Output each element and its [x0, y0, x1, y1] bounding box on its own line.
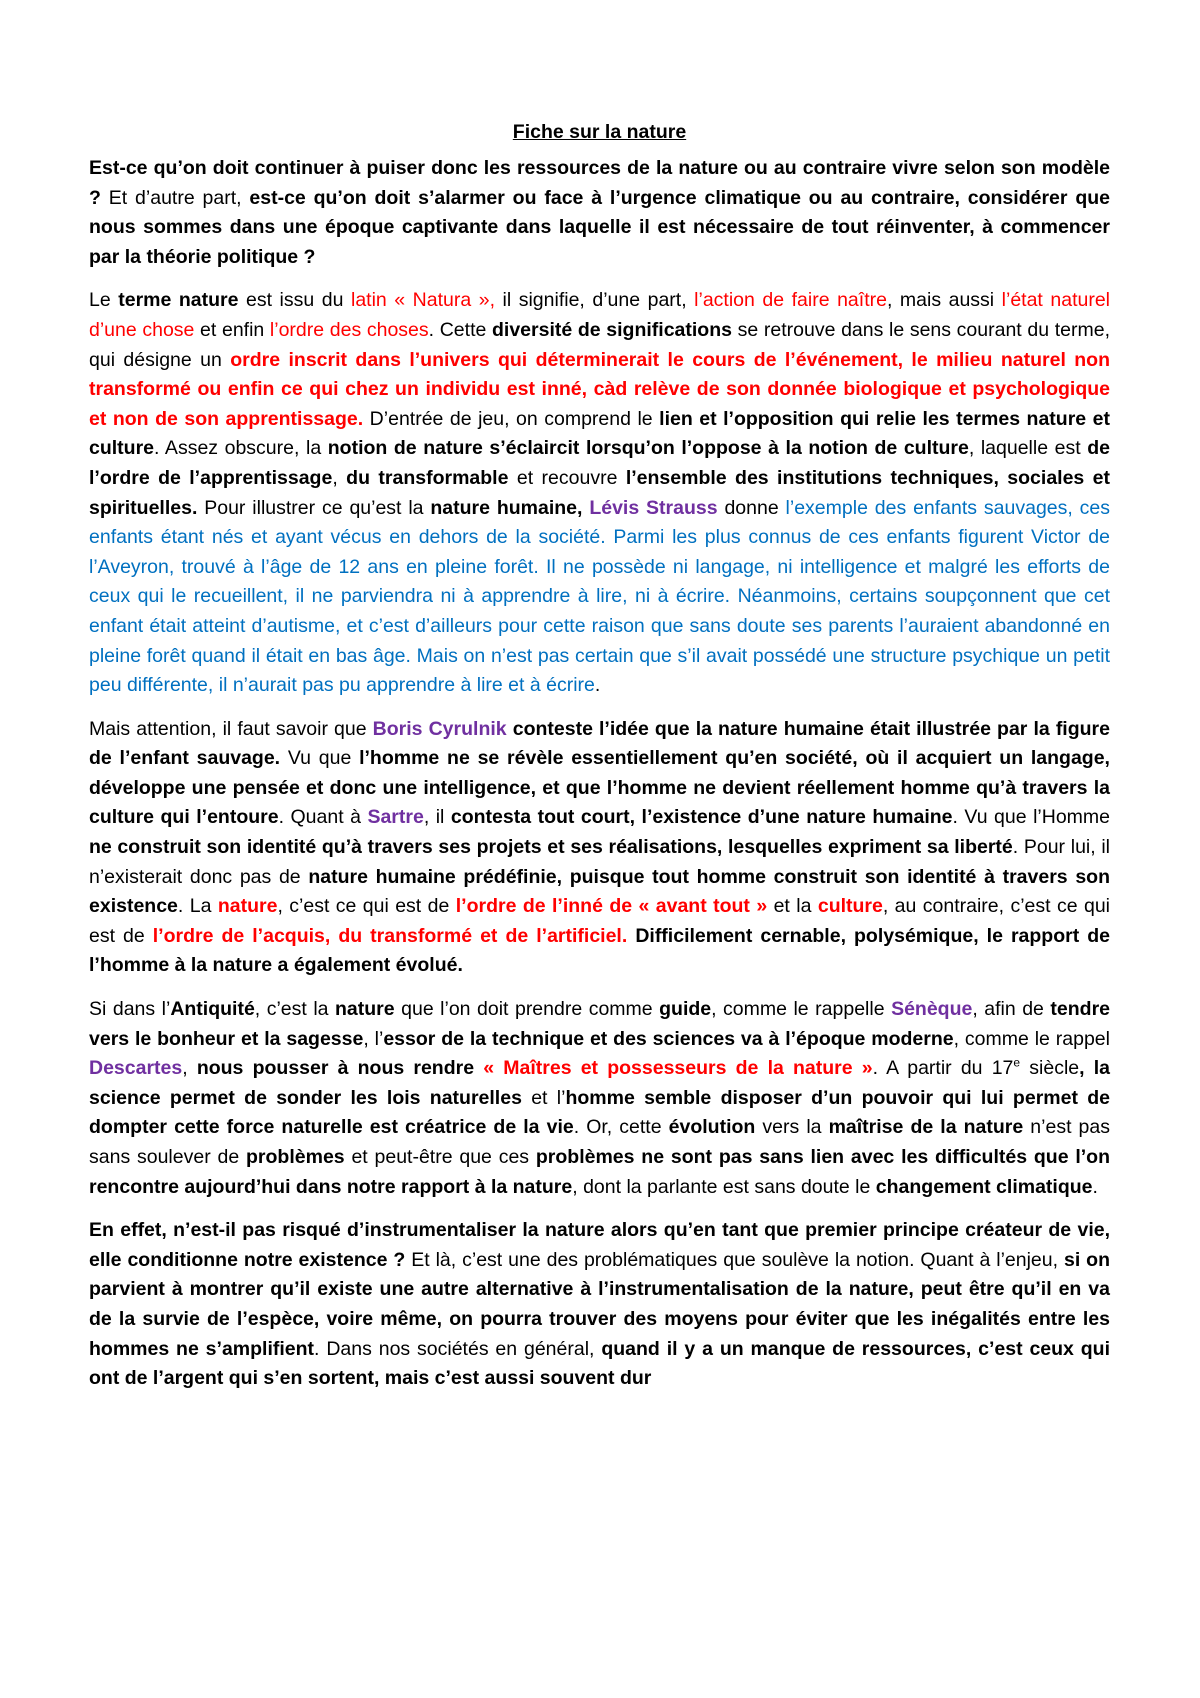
paragraph-definition-nature: [89, 286, 1110, 700]
text-run: Si dans l’: [89, 998, 171, 1021]
text-run: l’ordre de l’acquis, du transformé et de l’artificiel.: [152, 924, 628, 947]
text-run: . Pour lui, il n’existerait donc pas de: [89, 836, 1111, 888]
text-run: tendre vers le bonheur et la sagesse: [89, 998, 1111, 1050]
text-run: l’exemple des enfants sauvages, ces enfants étant nés et ayant vécus en dehors de la société. Parmi les plus connus de ces enfants figurent Victor de l’Aveyron, trouvé à l’âge de 12 ans en pleine forêt. Il ne possède ni langage, ni intelligence et malgré les efforts de ceux qui le recueillent, il ne parviendra ni à apprendre à lire, ni à écrire. Néanmoins, certains soupçonnent que cet enfant était atteint d’autisme, et c’est d’ailleurs pour cette raison que sans doute ses parents l’auraient abandonné en pleine forêt quand il était en bas âge. Mais on n’est pas certain que s’il avait possédé une structure psychique un petit peu différente, il n’aurait pas pu apprendre à lire et à écrire: [89, 496, 1111, 697]
text-run: l’ordre de l’inné de « avant tout »: [455, 895, 768, 918]
text-run: , comme le rappel: [953, 1027, 1110, 1050]
text-run: conteste l’idée que la nature humaine était illustrée par la figure de l’enfant sauvage.: [89, 717, 1110, 770]
text-run: nature humaine,: [430, 496, 583, 519]
text-run: problèmes ne sont pas sans lien avec les difficultés que l’on rencontre aujourd’hui dans notre rapport à la nature: [89, 1146, 1111, 1198]
text-run: , afin de: [972, 998, 1051, 1021]
text-run: nature: [335, 998, 395, 1021]
text-run: ,: [182, 1057, 197, 1080]
text-run: l’homme ne se révèle essentiellement qu’en société, où il acquiert un langage, développe une pensée et donc une intelligence, et que l’homme ne devient réellement homme qu’à travers la culture qui l’entoure: [89, 747, 1110, 829]
text-run: est issu du: [238, 289, 351, 312]
text-run: .: [1092, 1175, 1098, 1198]
text-run: Le: [89, 289, 119, 312]
text-run: se retrouve dans le sens courant du terme, qui désigne un: [89, 318, 1110, 371]
paragraph-cyrulnik-sartre: [89, 715, 1110, 981]
text-run: nature: [217, 895, 278, 918]
text-run: changement climatique: [875, 1175, 1093, 1198]
text-run: donne: [717, 496, 786, 519]
text-run: il signifie, d’une part,: [495, 289, 695, 312]
text-run: . Quant à: [278, 806, 368, 829]
text-run: Sénèque: [891, 998, 973, 1021]
paragraph-intro-question: [89, 154, 1110, 272]
text-run: contesta tout court, l’existence d’une nature humaine: [450, 806, 953, 829]
text-run: Antiquité: [170, 998, 255, 1021]
text-run: . Assez obscure, la: [154, 437, 328, 460]
text-run: Est-ce qu’on doit continuer à puiser donc les ressources de la nature ou au contraire vivre selon son modèle ?: [89, 157, 1110, 209]
text-run: n’est pas sans soulever de: [89, 1116, 1111, 1168]
text-run: . La: [177, 895, 218, 918]
text-run: de l’ordre de l’apprentissage: [89, 437, 1110, 489]
text-run: l’état naturel d’une chose: [89, 289, 1110, 341]
text-run: Mais attention, il faut savoir que: [89, 717, 373, 740]
text-run: , c’est ce qui est de: [277, 895, 456, 918]
text-run: latin « Natura »,: [351, 289, 495, 312]
text-run: ,: [332, 466, 347, 489]
text-run: , dont la parlante est sans doute le: [572, 1175, 876, 1198]
text-run: évolution: [668, 1116, 756, 1139]
text-run: culture: [817, 895, 883, 918]
text-run: et enfin: [194, 318, 270, 341]
text-run: Difficilement cernable, polysémique, le rapport de l’homme à la nature a également évolué.: [89, 924, 1111, 977]
text-run: ordre inscrit dans l’univers qui déterminerait le cours de l’événement, le milieu naturel non transformé ou enfin ce qui chez un individu est inné, càd relève de son donnée biologique et psychologique et non de son apprentissage.: [89, 348, 1110, 430]
text-run: ne construit son identité qu’à travers ses projets et ses réalisations, lesquelles expriment sa liberté: [89, 836, 1013, 859]
text-run: [474, 1057, 483, 1079]
text-run: , c’est la: [254, 998, 336, 1021]
text-run: et l’: [521, 1086, 566, 1109]
document-body: [89, 154, 1110, 1394]
text-run: Et là, c’est une des problématiques que soulève la notion. Quant à l’enjeu,: [405, 1248, 1064, 1271]
paragraph-antiquity-modernity: [89, 995, 1110, 1202]
text-run: , laquelle est: [968, 437, 1088, 460]
text-run: est-ce qu’on doit s’alarmer ou face à l’urgence climatique ou au contraire, considérer que nous sommes dans une époque captivante dans laquelle il est nécessaire de tout réinventer, à commencer par la théorie politique ?: [89, 186, 1110, 268]
text-run: . A partir du 17: [872, 1057, 1014, 1080]
text-run: l’ensemble des institutions techniques, sociales et spirituelles.: [89, 466, 1111, 519]
text-run: nous pousser à nous rendre: [196, 1057, 475, 1080]
text-run: « Maîtres et possesseurs de la nature »: [483, 1057, 873, 1080]
text-run: , l’: [363, 1027, 384, 1050]
text-run: si on parvient à montrer qu’il existe une autre alternative à l’instrumentalisation de la nature, peut être qu’il en va de la survie de l’espèce, voire même, on pourra trouver des moyens pour éviter que les inégalités entre les hommes ne s’amplifient: [89, 1248, 1110, 1360]
text-run: . Or, cette: [573, 1116, 669, 1139]
text-run: .: [594, 674, 601, 697]
text-run: Sartre: [367, 806, 424, 829]
text-run: Lévis Strauss: [589, 496, 718, 519]
text-run: terme nature: [118, 289, 239, 312]
text-run: lien et l’opposition qui relie les termes nature et culture: [89, 407, 1110, 460]
text-run: D’entrée de jeu, on comprend le: [363, 407, 660, 430]
text-run: vers la: [755, 1116, 829, 1139]
superscript-text: e: [1013, 1055, 1021, 1070]
text-run: , la science permet de sonder les lois naturelles: [89, 1057, 1110, 1109]
text-run: . Vu que l’Homme: [952, 806, 1110, 829]
text-run: siècle: [1020, 1057, 1080, 1080]
paragraph-problematic: [89, 1216, 1110, 1394]
text-run: nature humaine prédéfinie, puisque tout homme construit son identité à travers son existence: [89, 865, 1110, 918]
text-run: . Dans nos sociétés en général,: [314, 1337, 602, 1360]
text-run: , il: [423, 806, 451, 829]
text-run: Vu que: [280, 747, 360, 770]
document-title: Fiche sur la nature: [512, 121, 687, 143]
text-run: Descartes: [89, 1057, 183, 1080]
text-run: Pour illustrer ce qu’est la: [197, 496, 431, 519]
text-run: , au contraire, c’est ce qui est de: [89, 895, 1111, 947]
text-run: l’action de faire naître: [694, 289, 887, 312]
text-run: du transformable: [346, 466, 509, 489]
text-run: homme semble disposer d’un pouvoir qui lui permet de dompter cette force naturelle est créatrice de la vie: [89, 1086, 1111, 1139]
text-run: , mais aussi: [886, 289, 1002, 312]
text-run: guide: [659, 998, 712, 1021]
text-run: essor de la technique et des sciences va à l’époque moderne: [383, 1027, 954, 1050]
text-run: En effet, n’est-il pas risqué d’instrumentaliser la nature alors qu’en tant que premier principe créateur de vie, elle conditionne notre existence ?: [89, 1219, 1110, 1271]
text-run: et peut-être que ces: [344, 1146, 536, 1168]
text-run: notion de nature s’éclaircit lorsqu’on l’oppose à la notion de culture: [327, 437, 969, 460]
text-run: Et d’autre part,: [100, 186, 250, 209]
text-run: et la: [767, 895, 818, 918]
text-run: . Cette: [428, 318, 492, 341]
text-run: problèmes: [246, 1146, 345, 1168]
text-run: Boris Cyrulnik: [372, 717, 507, 740]
text-run: maîtrise de la nature: [828, 1116, 1024, 1139]
text-run: et recouvre: [508, 466, 626, 489]
text-run: que l’on doit prendre comme: [394, 998, 660, 1021]
text-run: quand il y a un manque de ressources, c’est ceux qui ont de l’argent qui s’en sortent, mais c’est aussi souvent dur: [89, 1337, 1111, 1390]
text-run: l’ordre des choses: [269, 318, 429, 341]
text-run: , comme le rappelle: [711, 998, 892, 1021]
text-run: diversité de significations: [492, 318, 732, 341]
